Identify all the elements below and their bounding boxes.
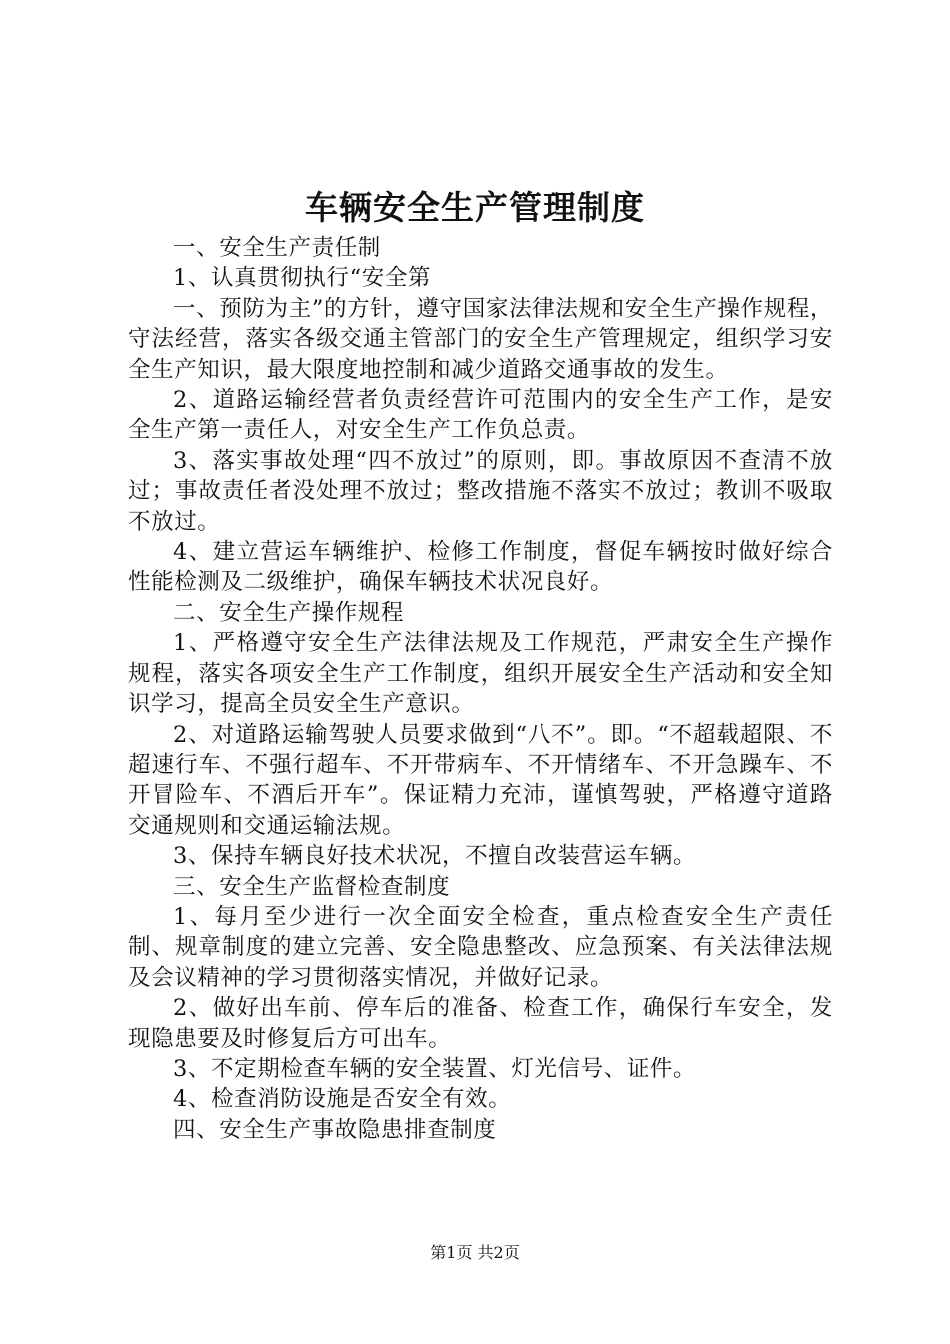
section-heading: 三、安全生产监督检查制度 [173, 873, 451, 900]
paragraph: 1、严格遵守安全生产法律法规及工作规范，严肃安全生产操作规程，落实各项安全生产工作制度，组织开展安全生产活动和安全知识学习，提高全员安全生产意识。 [128, 630, 833, 718]
paragraph: 3、不定期检查车辆的安全装置、灯光信号、证件。 [173, 1055, 697, 1082]
section-heading: 一、安全生产责任制 [173, 235, 381, 261]
paragraph: 4、建立营运车辆维护、检修工作制度，督促车辆按时做好综合性能检测及二级维护，确保车辆技术状况良好。 [128, 539, 833, 596]
paragraph: 3、保持车辆良好技术状况，不擅自改装营运车辆。 [173, 843, 697, 870]
paragraph: 一、预防为主”的方针，遵守国家法律法规和安全生产操作规程，守法经营，落实各级交通主管部门的安全生产管理规定，组织学习安全生产知识，最大限度地控制和减少道路交通事故的发生。 [128, 295, 833, 383]
section-heading: 二、安全生产操作规程 [173, 599, 405, 626]
paragraph: 2、对道路运输驾驶人员要求做到“八不”。即。“不超载超限、不超速行车、不强行超车、不开带病车、不开情绪车、不开急躁车、不开冒险车、不酒后开车”。保证精力充沛，谨慎驾驶，严格遵守道路交通规则和交通运输法规。 [128, 721, 833, 839]
paragraph: 2、道路运输经营者负责经营许可范围内的安全生产工作，是安全生产第一责任人，对安全生产工作负总责。 [128, 387, 833, 444]
section-heading: 四、安全生产事故隐患排查制度 [173, 1116, 497, 1143]
document-title: 车辆安全生产管理制度 [305, 188, 645, 227]
paragraph: 4、检查消防设施是否安全有效。 [173, 1086, 512, 1113]
paragraph: 2、做好出车前、停车后的准备、检查工作，确保行车安全，发现隐患要及时修复后方可出车。 [128, 995, 833, 1052]
paragraph: 3、落实事故处理“四不放过”的原则，即。事故原因不查清不放过；事故责任者没处理不放过；整改措施不落实不放过；教训不吸取不放过。 [128, 447, 833, 535]
paragraph: 1、认真贯彻执行“安全第 [173, 265, 432, 292]
document-body [128, 233, 833, 1145]
page-footer: 第1页 共2页 [430, 1243, 520, 1262]
paragraph: 1、每月至少进行一次全面安全检查，重点检查安全生产责任制、规章制度的建立完善、安全隐患整改、应急预案、有关法律法规及会议精神的学习贯彻落实情况，并做好记录。 [128, 903, 833, 991]
